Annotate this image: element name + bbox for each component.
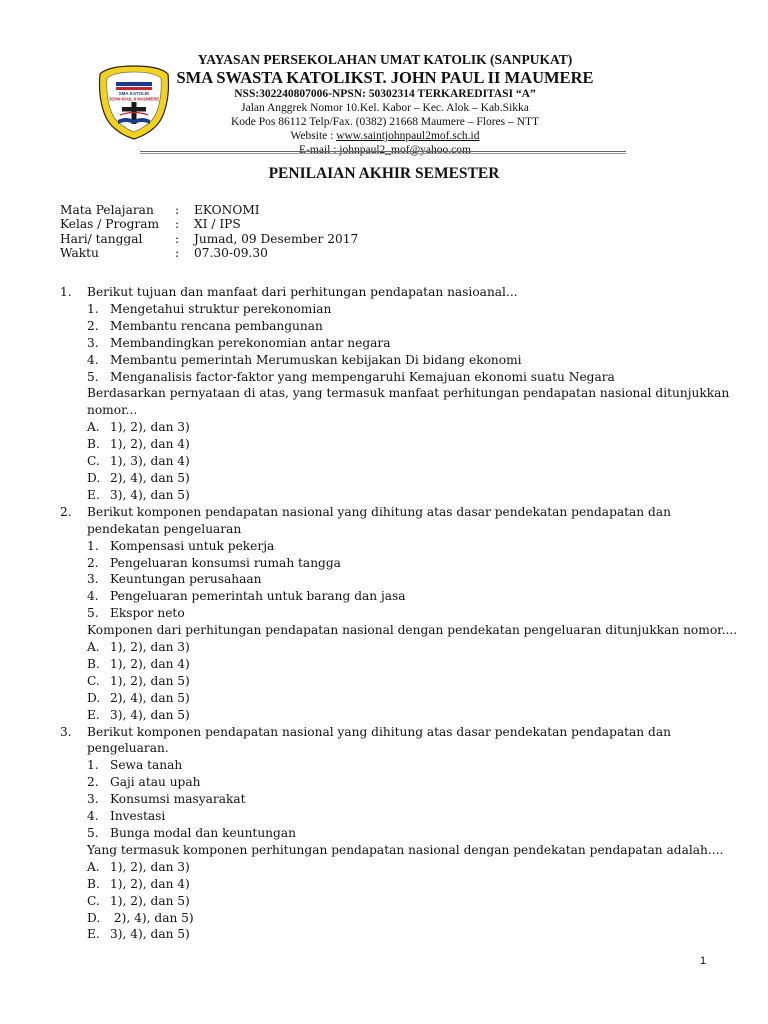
question [60,724,740,944]
option-text: 3), 4), dan 5) [110,707,190,722]
statement-item [87,555,740,572]
statement-item [87,335,740,352]
option-letter: E. [87,487,100,502]
info-label: Kelas / Program [60,217,160,232]
school-address: Jalan Anggrek Nomor 10.Kel. Kabor – Kec. Alok – Kab.Sikka [241,102,529,114]
option-letter: C. [87,673,100,688]
option-letter: E. [87,927,100,942]
statement-text: Kompensasi untuk pekerja [110,538,275,553]
statement-number: 5. [87,606,99,621]
option-letter: B. [87,876,100,891]
logo-name-text: JOHN PAUL II MAUMERE [108,96,160,102]
option-text: 1), 2), dan 4) [110,656,190,671]
statement-text: Konsumsi masyarakat [110,792,246,807]
info-value: EKONOMI [194,203,260,217]
statement-item [87,588,740,605]
option-text: 1), 2), dan 3) [110,640,190,655]
statement-item [87,808,740,825]
option-text: 2), 4), dan 5) [110,470,190,485]
answer-option [87,453,740,470]
statement-number: 2. [87,555,99,570]
school-registration: NSS:302240807006-NPSN: 50302314 TERKAREDITASI “A” [234,88,536,100]
statement-number: 4. [87,809,99,824]
answer-option [87,690,740,707]
foundation-name: YAYASAN PERSEKOLAHAN UMAT KATOLIK (SANPUKAT) [197,52,573,67]
option-letter: C. [87,454,100,469]
statement-item [87,369,740,386]
email-label: E-mail : [299,144,340,156]
question-text: Berikut komponen pendapatan nasional yang dihitung atas dasar pendekatan pendapatan dan pendekatan pengeluaran [87,504,671,536]
letterhead [140,52,630,157]
question-list [60,284,740,943]
option-text: 3), 4), dan 5) [110,487,190,502]
question [60,504,740,724]
statement-number: 1. [87,301,99,316]
statement-item [87,791,740,808]
option-text: 1), 2), dan 3) [110,859,190,874]
answer-option [87,470,740,487]
answer-option [87,893,740,910]
logo-top-text: SMA KATOLIK [118,91,150,96]
answer-option [87,926,740,943]
page-number: 1 [700,955,707,967]
option-letter: A. [87,420,100,435]
question-text: Berikut tujuan dan manfaat dari perhitungan pendapatan nasioanal... [87,285,518,299]
info-value: 07.30-09.30 [194,245,268,260]
statement-text: Keuntungan perusahaan [110,572,262,587]
statement-item [87,757,740,774]
school-website-line [140,129,630,143]
option-letter: B. [87,656,100,671]
question-number: 3. [60,724,72,739]
statement-text: Investasi [110,809,166,824]
statement-item [87,571,740,588]
statement-number: 2. [87,775,99,790]
statement-number: 3. [87,572,99,587]
option-text: 2), 4), dan 5) [110,690,190,705]
answer-option [87,656,740,673]
school-postal-phone: Kode Pos 86112 Telp/Fax. (0382) 21668 Maumere – Flores – NTT [230,116,540,128]
info-value: XI / IPS [194,217,241,232]
statement-text: Membantu pemerintah Merumuskan kebijakan Di bidang ekonomi [110,352,522,367]
info-colon: : [175,231,180,246]
info-label: Hari/ tanggal [60,231,143,246]
question-prompt: Berdasarkan pernyataan di atas, yang termasuk manfaat perhitungan pendapatan nasional ditunjukkan nomor... [87,386,730,418]
statement-item [87,605,740,622]
info-colon: : [175,217,180,232]
option-text: 1), 2), dan 4) [110,876,190,891]
exam-title: PENILAIAN AKHIR SEMESTER [268,165,500,182]
statement-number: 1. [87,758,99,773]
website-link[interactable]: www.saintjohnpaul2mof.sch.id [336,130,480,142]
option-letter: C. [87,893,100,908]
answer-option [87,639,740,656]
statement-text: Mengetahui struktur perekonomian [110,301,332,316]
option-letter: A. [87,859,100,874]
option-text: 1), 2), dan 5) [110,673,190,688]
school-email-line [140,143,630,157]
website-label: Website : [290,130,337,142]
info-value: Jumad, 09 Desember 2017 [194,231,359,246]
option-text: 2), 4), dan 5) [110,910,194,925]
statement-text: Pengeluaran pemerintah untuk barang dan jasa [110,589,406,604]
option-letter: E. [87,707,100,722]
info-row [60,203,358,217]
question-prompt: Yang termasuk komponen perhitungan pendapatan nasional dengan pendekatan pendapatan adalah.... [87,842,724,857]
statement-number: 2. [87,318,99,333]
question-number: 1. [60,285,72,299]
statement-item [87,352,740,369]
info-row [60,246,358,260]
question-text: Berikut komponen pendapatan nasional yang dihitung atas dasar pendekatan pendapatan dan pengeluaran. [87,724,671,756]
statement-number: 5. [87,369,99,384]
info-colon: : [175,203,180,217]
statement-item [87,318,740,335]
statement-text: Pengeluaran konsumsi rumah tangga [110,555,341,570]
statement-text: Gaji atau upah [110,775,201,790]
option-letter: A. [87,640,100,655]
option-text: 1), 2), dan 5) [110,893,190,908]
answer-option [87,859,740,876]
answer-option [87,436,740,453]
statement-item [87,774,740,791]
option-letter: B. [87,437,100,452]
answer-option [87,419,740,436]
statement-number: 5. [87,826,99,840]
statement-text: Membandingkan perekonomian antar negara [110,335,391,350]
email-address: johnpaul2_mof@yahoo.com [339,144,471,156]
info-row [60,232,358,246]
option-text: 1), 3), dan 4) [110,454,190,469]
answer-option [87,910,740,927]
statement-item [87,301,740,318]
answer-option [87,487,740,504]
question [60,284,740,504]
question-number: 2. [60,504,72,519]
statement-item [87,825,740,842]
option-text: 1), 2), dan 4) [110,437,190,452]
info-colon: : [175,245,180,260]
option-letter: D. [87,910,101,925]
statement-text: Ekspor neto [110,606,185,621]
statement-number: 1. [87,538,99,553]
statement-number: 3. [87,792,99,807]
answer-option [87,673,740,690]
option-text: 3), 4), dan 5) [110,927,190,942]
statement-text: Menganalisis factor-faktor yang mempengaruhi Kemajuan ekonomi suatu Negara [110,369,615,384]
info-row [60,217,358,231]
school-name: SMA SWASTA KATOLIKST. JOHN PAUL II MAUMERE [176,68,594,87]
statement-text: Bunga modal dan keuntungan [110,826,296,840]
answer-option [87,707,740,724]
answer-option [87,876,740,893]
question-prompt: Komponen dari perhitungan pendapatan nasional dengan pendekatan pengeluaran ditunjukkan nomor.... [87,623,738,638]
statement-text: Sewa tanah [110,758,183,773]
exam-info [60,203,358,260]
option-text: 1), 2), dan 3) [110,420,190,435]
statement-number: 4. [87,352,99,367]
statement-number: 3. [87,335,99,350]
option-letter: D. [87,470,101,485]
info-label: Waktu [60,245,99,260]
info-label: Mata Pelajaran [60,203,154,217]
statement-item [87,538,740,555]
statement-number: 4. [87,589,99,604]
letterhead-divider [140,151,626,154]
statement-text: Membantu rencana pembangunan [110,318,323,333]
option-letter: D. [87,690,101,705]
